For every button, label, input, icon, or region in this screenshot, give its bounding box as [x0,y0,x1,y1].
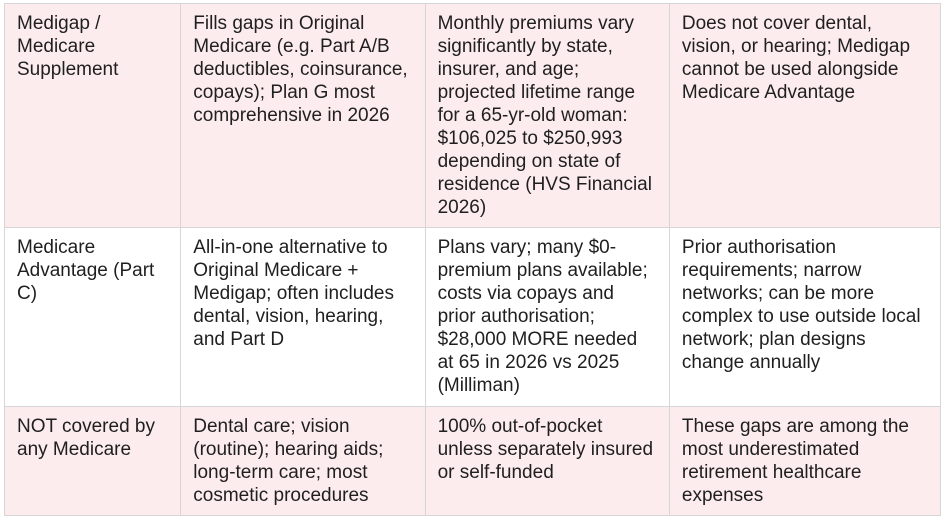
limitations-cell: These gaps are among the most underestimated retirement healthcare expenses [669,407,940,516]
plan-type-cell: NOT covered by any Medicare [5,407,181,516]
table-row [5,228,941,407]
table-row [5,407,941,516]
limitations-cell: Prior authorisation requirements; narrow networks; can be more complex to use outside local network; plan designs change annually [669,228,940,407]
coverage-cell: All-in-one alternative to Original Medicare + Medigap; often includes dental, vision, hearing, and Part D [181,228,425,407]
cost-cell: Plans vary; many $0-premium plans available; costs via copays and prior authorisation; $28,000 MORE needed at 65 in 2026 vs 2025 (Milliman) [425,228,669,407]
medicare-comparison-table [4,3,941,516]
cost-cell: Monthly premiums vary significantly by state, insurer, and age; projected lifetime range for a 65-yr-old woman: $106,025 to $250,993 depending on state of residence (HVS Financial 2026) [425,4,669,228]
limitations-cell: Does not cover dental, vision, or hearing; Medigap cannot be used alongside Medicare Advantage [669,4,940,228]
cost-cell: 100% out-of-pocket unless separately insured or self-funded [425,407,669,516]
coverage-cell: Fills gaps in Original Medicare (e.g. Part A/B deductibles, coinsurance, copays); Plan G most comprehensive in 2026 [181,4,425,228]
plan-type-cell: Medigap / Medicare Supplement [5,4,181,228]
table-row [5,4,941,228]
plan-type-cell: Medicare Advantage (Part C) [5,228,181,407]
coverage-cell: Dental care; vision (routine); hearing aids; long-term care; most cosmetic procedures [181,407,425,516]
